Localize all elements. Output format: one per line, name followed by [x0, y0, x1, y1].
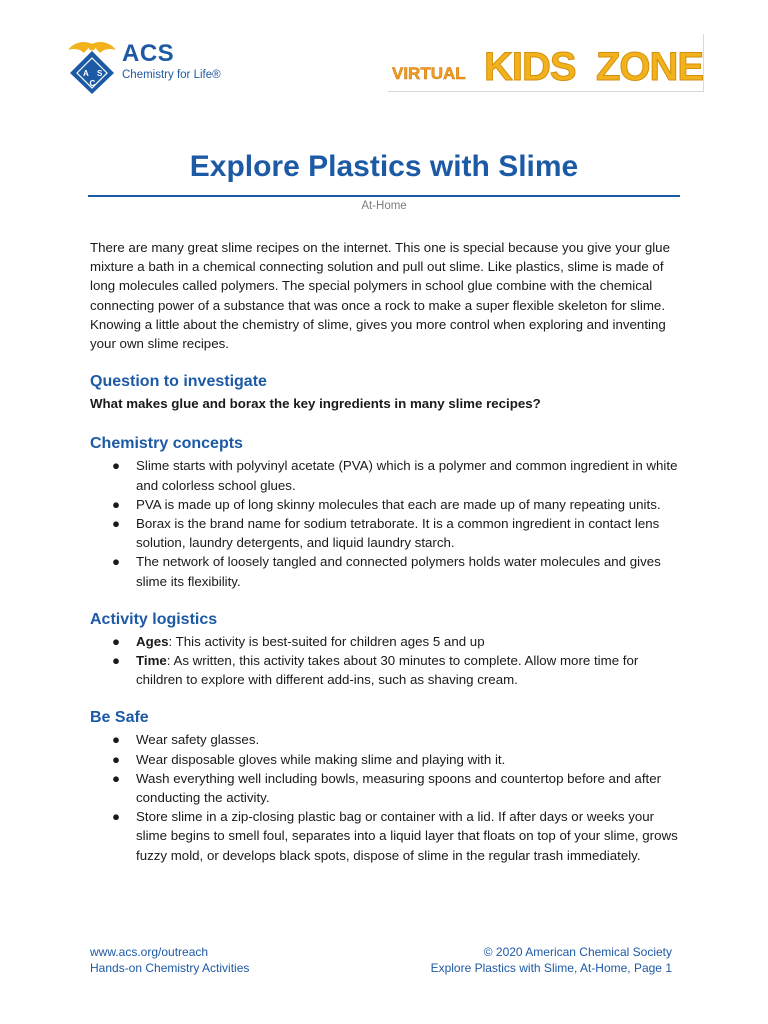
footer-series-label: Hands-on Chemistry Activities: [90, 961, 250, 975]
list-item: [90, 769, 682, 807]
acs-emblem-icon: [64, 38, 120, 94]
document-body: [90, 238, 682, 884]
page-label: Explore Plastics with Slime, At-Home, Page 1: [430, 961, 672, 975]
list-item: [90, 514, 682, 552]
page-header: [0, 0, 768, 110]
bullet-icon: ●: [112, 633, 121, 649]
bullet-icon: ●: [112, 458, 121, 474]
list-item-text: Store slime in a zip-closing plastic bag or container with a lid. If after days or weeks your slime begins to smell foul, separates into a liquid layer that floats on top of your slime, grows fuzzy mold, or develops black spots, dispose of slime in the regular trash immediately.: [136, 809, 678, 863]
list-item-text: Slime starts with polyvinyl acetate (PVA) which is a polymer and common ingredient in white and colorless school glues.: [136, 458, 678, 493]
list-item: [90, 495, 682, 514]
list-item: [90, 456, 682, 494]
concepts-list: [90, 456, 682, 590]
question-heading: Question to investigate: [90, 373, 267, 391]
safety-list: [90, 730, 682, 864]
svg-text:A: A: [83, 69, 89, 78]
list-item-text: Wear disposable gloves while making slime and playing with it.: [136, 751, 506, 767]
ages-label: Ages: [136, 633, 169, 649]
page-title: Explore Plastics with Slime: [189, 150, 579, 183]
list-item-text: The network of loosely tangled and connected polymers holds water molecules and gives slime its flexibility.: [136, 554, 661, 589]
bullet-icon: ●: [112, 653, 121, 669]
list-item: [90, 750, 682, 769]
bullet-icon: ●: [112, 751, 121, 767]
outreach-link[interactable]: www.acs.org/outreach: [90, 945, 209, 959]
footer-right: [431, 944, 672, 976]
question-text: What makes glue and borax the key ingredients in many slime recipes?: [90, 396, 541, 412]
footer-left: [90, 944, 249, 976]
bullet-icon: ●: [112, 770, 121, 786]
bullet-icon: ●: [112, 516, 121, 532]
logistics-heading: Activity logistics: [90, 610, 218, 628]
copyright-text: © 2020 American Chemical Society: [483, 945, 672, 959]
kidszone-zone-text: ZONE: [596, 45, 704, 89]
acs-tagline: Chemistry for Life®: [122, 69, 221, 81]
page-subtitle: At-Home: [361, 200, 407, 212]
acs-name: ACS: [122, 40, 175, 67]
list-item-text: PVA is made up of long skinny molecules that each are made up of many repeating units.: [136, 496, 661, 512]
list-item-text: Wash everything well including bowls, measuring spoons and countertop before and after conducting the activity.: [136, 770, 662, 806]
intro-paragraph: There are many great slime recipes on the internet. This one is special because you give your glue mixture a bath in a chemical connecting solution and pull out slime. Like plastics, slime is made of long molecules called polymers. The special polymers in school glue combine with the chemical connecting power of a substance that was once a rock to make a super flexible skeleton for slime. Knowing a little about the chemistry of slime, gives you more control when exploring and inventing your own slime recipes.: [90, 240, 670, 352]
list-item-text: Wear safety glasses.: [136, 732, 260, 748]
list-item: [90, 632, 682, 651]
logistics-list: [90, 632, 682, 690]
list-item: [90, 730, 682, 749]
virtual-kids-zone-logo[interactable]: [388, 34, 704, 92]
kidszone-kids-text: KIDS: [484, 45, 576, 89]
list-item: [90, 552, 682, 590]
bullet-icon: ●: [112, 554, 121, 570]
title-divider: [88, 195, 680, 197]
list-item: [90, 651, 682, 689]
time-label: Time: [136, 653, 167, 669]
bullet-icon: ●: [112, 496, 121, 512]
list-item: [90, 807, 682, 865]
bullet-icon: ●: [112, 809, 121, 825]
kidszone-virtual-text: VIRTUAL: [392, 64, 466, 83]
list-item-text: Borax is the brand name for sodium tetraborate. It is a common ingredient in contact lens solution, laundry detergents, and liquid laundry starch.: [136, 516, 660, 551]
page-footer: [90, 944, 672, 978]
svg-text:C: C: [89, 79, 96, 88]
ages-text: : This activity is best-suited for children ages 5 and up: [168, 633, 485, 649]
time-text: : As written, this activity takes about 30 minutes to complete. Allow more time for children to explore with different add-ins, such as shaving cream.: [136, 653, 639, 688]
safety-heading: Be Safe: [90, 709, 149, 727]
acs-logo[interactable]: [64, 38, 264, 94]
kids-zone-logo-art: [388, 34, 704, 92]
svg-text:S: S: [97, 69, 103, 78]
concepts-heading: Chemistry concepts: [90, 435, 243, 453]
bullet-icon: ●: [112, 732, 121, 748]
